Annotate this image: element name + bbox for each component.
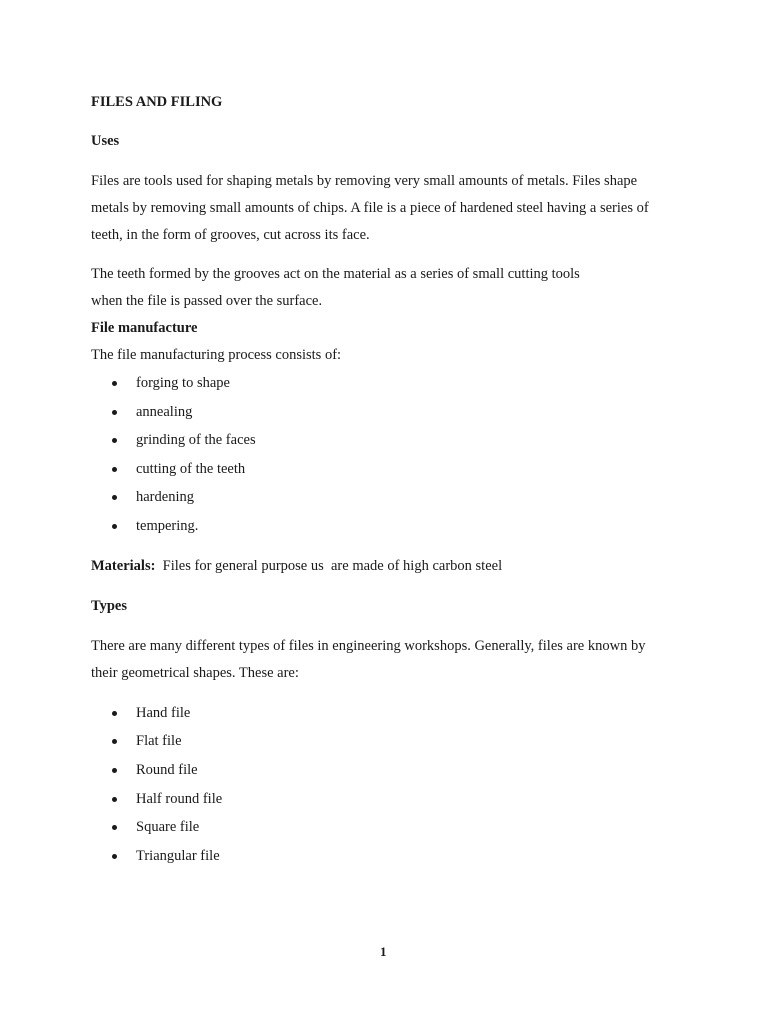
types-heading: Types — [91, 598, 127, 614]
manufacture-intro: The file manufacturing process consists of: — [91, 347, 342, 363]
paragraph-line: There are many different types of files in engineering workshops. Generally, files are known by — [91, 638, 646, 654]
bullet-icon — [112, 711, 117, 716]
uses-heading: Uses — [91, 133, 120, 149]
bullet-icon — [112, 768, 117, 773]
bullet-icon — [112, 438, 117, 443]
materials-line — [91, 558, 502, 575]
bullet-icon — [112, 495, 117, 500]
bullet-icon — [112, 797, 117, 802]
materials-text: Files for general purpose us are made of high carbon steel — [155, 558, 503, 574]
list-item-text: Half round file — [136, 791, 223, 807]
list-item-text: forging to shape — [136, 375, 230, 391]
bullet-icon — [112, 854, 117, 859]
materials-label: Materials: — [91, 558, 156, 574]
list-item-text: Flat file — [136, 733, 182, 749]
list-item-text: Round file — [136, 762, 198, 778]
paragraph-line: their geometrical shapes. These are: — [91, 665, 299, 681]
list-item-text: tempering. — [136, 518, 199, 534]
list-item-text: Square file — [136, 819, 200, 835]
list-item-text: hardening — [136, 489, 194, 505]
paragraph-line: when the file is passed over the surface. — [91, 293, 323, 309]
bullet-icon — [112, 410, 117, 415]
list-item-text: Hand file — [136, 705, 191, 721]
bullet-icon — [112, 825, 117, 830]
page-number: 1 — [380, 944, 387, 959]
bullet-icon — [112, 739, 117, 744]
document-title: FILES AND FILING — [91, 94, 223, 110]
bullet-icon — [112, 524, 117, 529]
paragraph-line: teeth, in the form of grooves, cut across its face. — [91, 227, 370, 243]
list-item-text: cutting of the teeth — [136, 461, 246, 477]
list-item-text: grinding of the faces — [136, 432, 256, 448]
manufacture-heading: File manufacture — [91, 320, 198, 336]
list-item-text: annealing — [136, 404, 193, 420]
paragraph-line: The teeth formed by the grooves act on the material as a series of small cutting tools — [91, 266, 580, 282]
bullet-icon — [112, 467, 117, 472]
paragraph-line: Files are tools used for shaping metals by removing very small amounts of metals. Files shape — [91, 173, 638, 189]
paragraph-line: metals by removing small amounts of chips. A file is a piece of hardened steel having a series of — [91, 200, 649, 216]
bullet-icon — [112, 381, 117, 386]
list-item-text: Triangular file — [136, 848, 220, 864]
